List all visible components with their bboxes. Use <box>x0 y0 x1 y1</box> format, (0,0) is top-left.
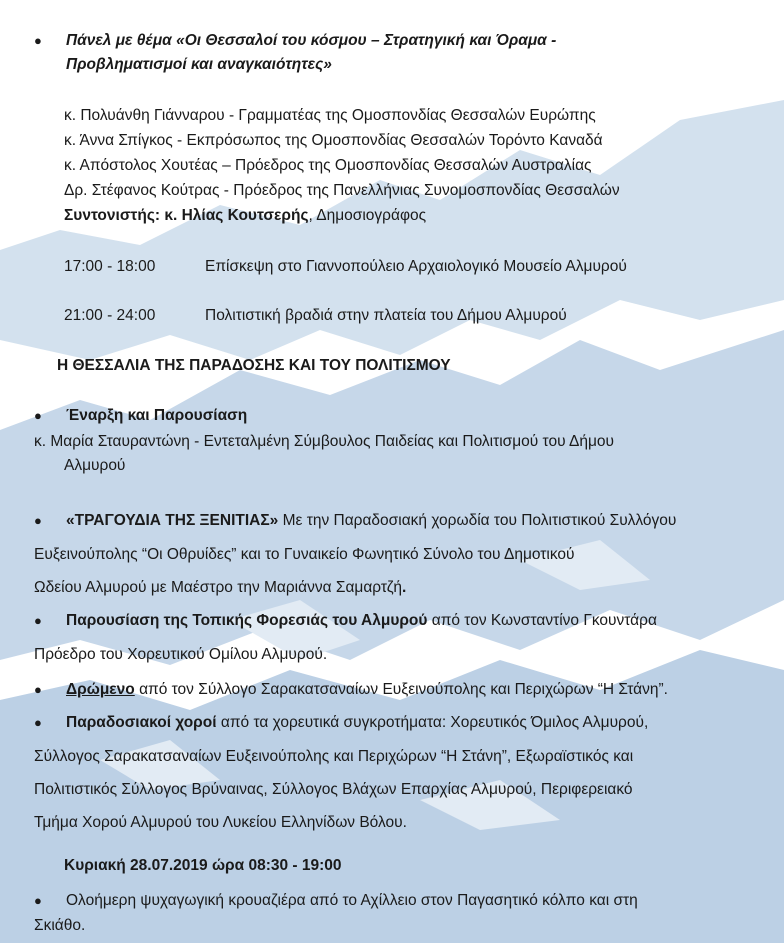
panel-title-line2: Προβληματισμοί και αναγκαιότητες» <box>66 56 332 73</box>
songs-line1-rest: Με την Παραδοσιακή χορωδία του Πολιτιστικού Συλλόγου <box>278 512 677 529</box>
dances-title: Παραδοσιακοί χοροί <box>66 714 217 731</box>
bullet-icon: ● <box>34 715 42 730</box>
schedule-time-2: 21:00 - 24:00 <box>64 307 156 324</box>
dances-line3: Πολιτιστικός Σύλλογος Βρύναινας, Σύλλογος Βλάχων Επαρχίας Αλμυρού, Περιφερειακό <box>34 781 633 798</box>
bullet-icon: ● <box>34 513 42 528</box>
songs-title: «ΤΡΑΓΟΥΔΙΑ ΤΗΣ ΞΕΝΙΤΙΑΣ» <box>66 512 279 529</box>
schedule-time-1: 17:00 - 18:00 <box>64 258 156 275</box>
songs-line3-text: Ωδείου Αλμυρού με Μαέστρο την Μαριάννα Σαμαρτζή <box>34 579 402 596</box>
bullet-icon: ● <box>34 613 42 628</box>
opening-line1: κ. Μαρία Σταυραντώνη - Εντεταλμένη Σύμβουλος Παιδείας και Πολιτισμού του Δήμου <box>34 433 615 450</box>
bullet-icon: ● <box>34 682 42 697</box>
coordinator-line <box>64 206 426 226</box>
speaker-2: κ. Άννα Σπίγκος - Εκπρόσωπος της Ομοσπονδίας Θεσσαλών Τορόντο Καναδά <box>64 132 603 149</box>
costume-line2: Πρόεδρο του Χορευτικού Ομίλου Αλμυρού. <box>34 646 328 663</box>
dances-line4: Τμήμα Χορού Αλμυρού του Λυκείου Ελληνίδων Βόλου. <box>34 814 407 831</box>
speaker-1: κ. Πολυάνθη Γιάνναρου - Γραμματέας της Ομοσπονδίας Θεσσαλών Ευρώπης <box>64 107 596 124</box>
bullet-icon: ● <box>34 408 42 423</box>
coordinator-label: Συντονιστής: κ. Ηλίας Κουτσερής <box>64 207 309 224</box>
opening-line2: Αλμυρού <box>64 457 126 474</box>
songs-line2: Ευξεινούπολης “Οι Οθρυίδες” και το Γυναικείο Φωνητικό Σύνολο του Δημοτικού <box>34 546 575 563</box>
songs-line3-end: . <box>401 579 407 596</box>
dromeno-rest: από τον Σύλλογο Σαρακατσαναίων Ευξεινούπολης και Περιχώρων “Η Στάνη”. <box>134 681 668 698</box>
coordinator-role: , Δημοσιογράφος <box>308 207 427 224</box>
opening-title: Έναρξη και Παρουσίαση <box>66 407 248 424</box>
dances-line2: Σύλλογος Σαρακατσαναίων Ευξεινούπολης και Περιχώρων “Η Στάνη”, Εξωραϊστικός και <box>34 748 634 765</box>
speaker-3: κ. Απόστολος Χουτέας – Πρόεδρος της Ομοσπονδίας Θεσσαλών Αυστραλίας <box>64 157 592 174</box>
bullet-icon: ● <box>34 893 42 908</box>
costume-title: Παρουσίαση της Τοπικής Φορεσιάς του Αλμυρού <box>66 612 428 629</box>
sunday-line1: Ολοήμερη ψυχαγωγική κρουαζιέρα από το Αχίλλειο στον Παγασητικό κόλπο και στη <box>66 892 638 909</box>
schedule-event-1: Επίσκεψη στο Γιαννοπούλειο Αρχαιολογικό Μουσείο Αλμυρού <box>205 258 627 275</box>
schedule-event-2: Πολιτιστική βραδιά στην πλατεία του Δήμου Αλμυρού <box>205 307 567 324</box>
songs-line1 <box>66 511 676 531</box>
songs-line3 <box>34 578 406 598</box>
dances-line1 <box>66 713 648 733</box>
dromeno-title: Δρώμενο <box>66 681 135 698</box>
costume-line1 <box>66 611 657 631</box>
sunday-heading: Κυριακή 28.07.2019 ώρα 08:30 - 19:00 <box>64 857 342 874</box>
panel-title-line1: Πάνελ με θέμα «Οι Θεσσαλοί του κόσμου – Στρατηγική και Όραμα - <box>66 32 557 49</box>
section-heading: Η ΘΕΣΣΑΛΙΑ ΤΗΣ ΠΑΡΑΔΟΣΗΣ ΚΑΙ ΤΟΥ ΠΟΛΙΤΙΣΜΟΥ <box>57 357 451 374</box>
bullet-icon: ● <box>34 33 42 48</box>
dances-line1-rest: από τα χορευτικά συγκροτήματα: Χορευτικός Όμιλος Αλμυρού, <box>216 714 649 731</box>
costume-line1-rest: από τον Κωνσταντίνο Γκουντάρα <box>427 612 657 629</box>
sunday-line2: Σκιάθο. <box>34 917 86 934</box>
speaker-4: Δρ. Στέφανος Κούτρας - Πρόεδρος της Πανελλήνιας Συνομοσπονδίας Θεσσαλών <box>64 182 620 199</box>
dromeno-line <box>66 680 668 700</box>
